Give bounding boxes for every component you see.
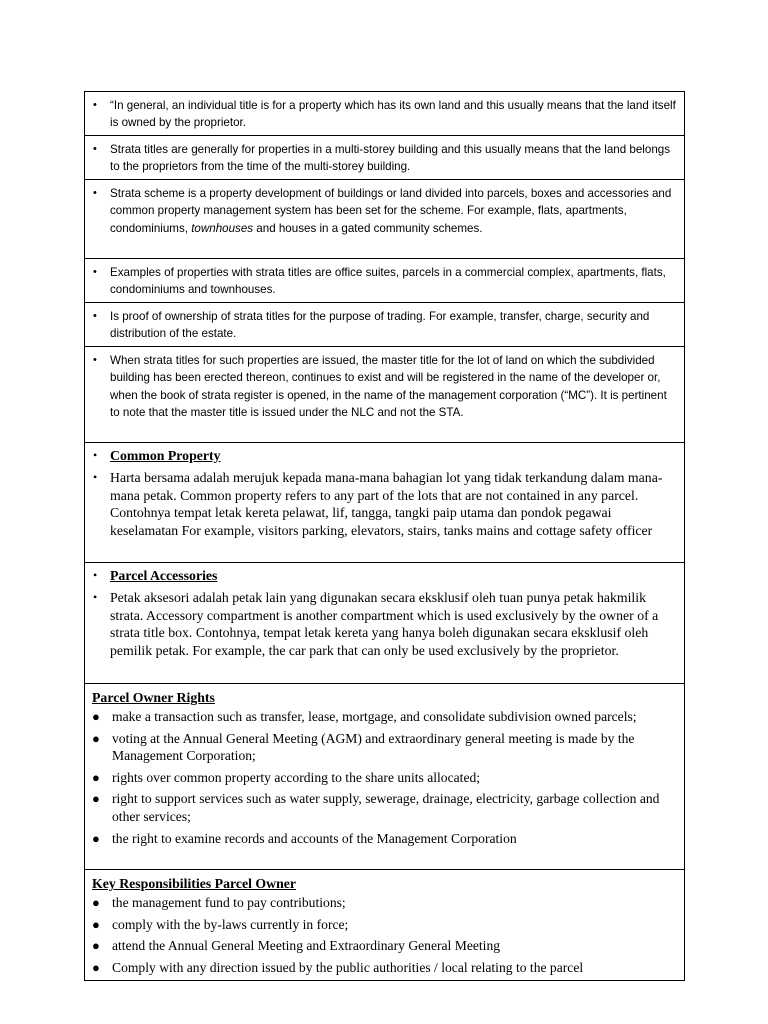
table-cell (85, 303, 685, 347)
item-text: Comply with any direction issued by the public authorities / local relating to the parcel (112, 959, 584, 975)
item-text: the right to examine records and accounts of the Management Corporation (112, 830, 517, 846)
responsibilities-list (91, 894, 678, 976)
bullet-list (91, 308, 678, 343)
dot-icon: ● (92, 938, 100, 954)
item-text: the management fund to pay contributions; (112, 895, 346, 910)
list-item (91, 264, 678, 299)
item-text: attend the Annual General Meeting and Extraordinary General Meeting (112, 938, 501, 954)
table-row (85, 303, 685, 347)
list-item (91, 916, 678, 934)
list-item (91, 141, 678, 176)
bullet-list (91, 567, 678, 660)
dot-icon: ● (92, 709, 100, 724)
list-item (91, 769, 678, 787)
bullet-list (91, 185, 678, 237)
item-text: make a transaction such as transfer, lease, mortgage, and consolidate subdivision owned parcels; (112, 709, 637, 724)
table-cell (85, 180, 685, 259)
dot-icon: ● (92, 791, 100, 807)
item-text: comply with the by-laws currently in force; (112, 916, 349, 932)
dot-icon: ● (92, 769, 100, 785)
table-row (85, 136, 685, 180)
table-row (85, 347, 685, 443)
list-item (91, 790, 678, 825)
bullet-icon: • (93, 589, 98, 604)
bullet-icon: • (93, 310, 97, 322)
list-item (91, 708, 678, 726)
section-heading: Parcel Accessories (110, 568, 218, 583)
list-item (91, 352, 678, 421)
row-text: Examples of properties with strata titles are office suites, parcels in a commercial complex, apartments, flats, condominiums and townhouses. (110, 266, 666, 297)
list-item (91, 730, 678, 765)
section-text: Harta bersama adalah merujuk kepada mana-mana bahagian lot yang tidak terkandung dalam mana-mana petak. Common property refers to any part of the lots that are not contained in any parcel. Contohnya tempat letak kereta pelawat, lif, tangga, tangki paip utama dan pondok pegawai keselamatan For example, visitors parking, elevators, stairs, tanks mains and cottage safety officer (110, 469, 663, 539)
table-cell (85, 259, 685, 303)
list-item (91, 589, 678, 660)
dot-icon: ● (92, 959, 100, 975)
list-item (91, 447, 678, 465)
dot-icon: ● (92, 730, 100, 746)
bullet-list (91, 352, 678, 421)
item-text: right to support services such as water supply, sewerage, drainage, electricity, garbage collection and other services; (112, 791, 660, 824)
table-row (85, 259, 685, 303)
list-item (91, 894, 678, 912)
bullet-icon: • (93, 266, 97, 278)
owner-rights-cell (85, 684, 685, 870)
table-row (85, 563, 685, 684)
bullet-icon: • (93, 568, 98, 582)
table-cell (85, 92, 685, 136)
responsibilities-cell (85, 870, 685, 981)
item-text: voting at the Annual General Meeting (AGM) and extraordinary general meeting is made by the Management Corporation; (112, 730, 635, 764)
bullet-list (91, 97, 678, 132)
row-text: “In general, an individual title is for a property which has its own land and this usually means that the land itself is owned by the proprietor. (110, 99, 676, 130)
section-heading: Common Property (110, 448, 221, 463)
bullet-list (91, 264, 678, 299)
table-row (85, 443, 685, 563)
table-row (85, 92, 685, 136)
row-text: and houses in a gated community schemes. (253, 221, 483, 235)
bullet-icon: • (93, 448, 98, 462)
row-text: When strata titles for such properties are issued, the master title for the lot of land on which the subdivided building has been erected thereon, continues to exist and will be registered in the name of the developer or, when the book of strata register is opened, in the name of the management corporation (“MC”). It is pertinent to note that the master title is issued under the NLC and not the STA. (110, 354, 667, 419)
parcel-accessories-cell (85, 563, 685, 684)
row-text-italic: townhouses (191, 221, 254, 235)
row-text: Strata titles are generally for properties in a multi-storey building and this usually means that the land belongs to the proprietors from the time of the multi-storey building. (110, 143, 671, 174)
dot-icon: ● (92, 830, 100, 846)
item-text: rights over common property according to the share units allocated; (112, 769, 481, 785)
bullet-icon: • (93, 187, 97, 199)
list-item (91, 308, 678, 343)
bullet-list (91, 447, 678, 540)
common-property-cell (85, 443, 685, 563)
strata-info-table (84, 91, 685, 981)
list-item (91, 830, 678, 848)
row-text: Is proof of ownership of strata titles for the purpose of trading. For example, transfer, charge, security and distribution of the estate. (110, 310, 650, 341)
section-heading: Key Responsibilities Parcel Owner (92, 876, 296, 891)
list-item (91, 567, 678, 585)
table-row (85, 180, 685, 259)
bullet-icon: • (93, 143, 97, 155)
rights-list (91, 708, 678, 847)
section-text: Petak aksesori adalah petak lain yang digunakan secara eksklusif oleh tuan punya petak hakmilik strata. Accessory compartment is another compartment which is used exclusively by the owner of a strata title box. Contohnya, tempat letak kereta yang hanya boleh digunakan secara eksklusif oleh pemilik petak. For example, the car park that can only be used exclusively by the proprietor. (110, 589, 659, 659)
bullet-icon: • (93, 354, 97, 366)
list-item (91, 469, 678, 540)
list-item (91, 937, 678, 955)
list-item (91, 97, 678, 132)
row-text: Strata scheme is a property development of buildings or land divided into parcels, boxes and accessories and common property management system has been set for the scheme. For example, flats, apartments, condominiums, (110, 187, 672, 235)
dot-icon: ● (92, 916, 100, 932)
bullet-list (91, 141, 678, 176)
table-row (85, 870, 685, 981)
dot-icon: ● (92, 895, 100, 910)
table-row (85, 684, 685, 870)
list-item (91, 959, 678, 977)
section-heading: Parcel Owner Rights (92, 690, 215, 705)
table-cell (85, 136, 685, 180)
bullet-icon: • (93, 99, 97, 111)
table-cell (85, 347, 685, 443)
bullet-icon: • (93, 469, 98, 484)
list-item (91, 185, 678, 237)
